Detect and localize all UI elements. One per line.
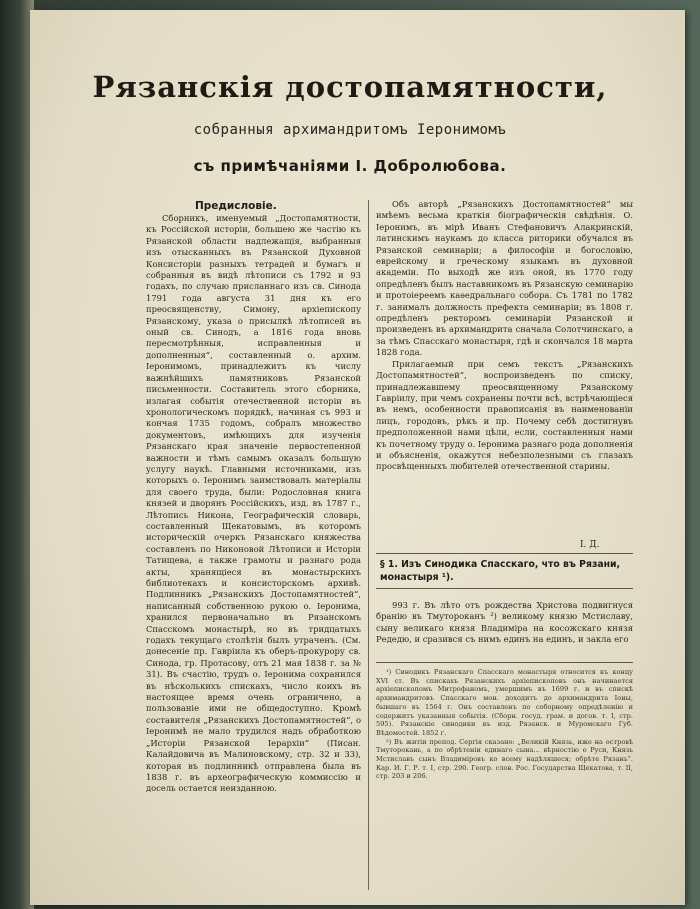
document-subtitle-editor: съ примѣчаніями І. Добролюбова. bbox=[193, 157, 507, 175]
document-subtitle: собранныя архимандритомъ Іеронимомъ bbox=[193, 122, 507, 138]
footnote-rule bbox=[376, 662, 633, 663]
document-title: Рязанскія достопамятности, bbox=[92, 70, 608, 104]
preface-heading: Предисловіе. bbox=[195, 200, 277, 212]
signature: І. Д. bbox=[580, 540, 600, 550]
author-paragraph: Объ авторѣ „Рязанскихъ Достопамятностей“ мы имѣемъ весьма краткія біографическія свѣдѣнія. О. Іеронимъ, въ мірѣ Иванъ Стефановичъ Алакринскій, латинскимъ наукамъ до класса риторики обучался въ Рязанской семинаріи; а философіи и богословію, еврейскому и греческому языкамъ въ духовной академіи. По выходѣ же изъ оной, въ 1770 году опредѣленъ былъ наставникомъ въ Рязанскую семинарію и протоіереемъ каѳедральнаго собора. Съ 1781 по 1782 г. занималъ должность префекта семинаріи; въ 1808 г. опредѣленъ ректоромъ семинаріи Рязанской и произведенъ въ архимандрита сначала Солотчинскаго, а за тѣмъ Спасскаго монастыря, гдѣ и скончался 18 марта 1828 года. bbox=[376, 199, 633, 358]
text-source-paragraph: Прилагаемый при семъ текстъ „Рязанскихъ Достопамятностей“, воспроизведенъ по списку, принадлежавшему преосвященному Рязанскому Гавріилу, при чемъ сохранены почти всѣ, встрѣчающіеся въ немъ, особенности правописанія въ наименованіи лицъ, городовъ, рѣкъ и пр. Почему себѣ достигнувъ предположенной нами цѣли, если, составленныя нами къ почетному труду о. Іеронима разнаго рода дополненія и объясненія, окажутся небезполезными съ глазахъ просвѣщенныхъ любителей отечественной старины. bbox=[376, 358, 633, 472]
section-paragraph: 993 г. Въ лѣто отъ рождества Христова подвигнуся бранію въ Тмутороканъ ²) великому князю Мстиславу, сыну великаго князя Владиміра на косожскаго князя Редедю, и сразився съ нимъ единъ на единъ, и закла его bbox=[376, 600, 633, 645]
footnote-2: ²) Въ житіи препод. Сергія сказано: „Великій Князь, иже на островѣ Тмуторокань, а по обрѣтеніи единаго сына… вѣрностію о Руси, Князь Мстиславъ сынъ Владиміровъ ко всему надѣляшеся; обрѣте Рязань“. Кар. И. Г. Р. т. I, стр. 290. Геогр. слов. Рос. Государства Щекатова, т. II, стр. 203 и 206. bbox=[376, 737, 633, 781]
column-divider bbox=[368, 200, 369, 890]
footnotes bbox=[376, 668, 633, 868]
section-heading: § 1. Изъ Синодика Спасскаго, что въ Рязани, монастыря ¹). bbox=[380, 559, 621, 583]
footnote-1: ¹) Синодикъ Рязанскаго Спасскаго монастыря относится къ концу XVI ст. Въ спискахъ Рязанскихъ архіепископовъ онъ начинается архіепископомъ Митрофаномъ, умершимъ въ 1699 г. и въ спискѣ архимандритовъ Спасскаго мон. доходитъ до архимандрита Іоны, бывшаго въ 1564 г. Онъ составленъ по соборному опредѣленію и содержитъ указанныя событія. (Сборн. госуд. грам. и догов. т. I, стр. 595). Рязанскіе синодики въ изд. Рязанск. и Муромскаго Губ. Вѣдомостей. 1852 г. bbox=[376, 668, 633, 737]
section-rule-bottom bbox=[376, 588, 633, 589]
preface-paragraph: Сборникъ, именуемый „Достопамятности, къ Россійской исторіи, большею же частію къ Рязанской области надлежащія, выбранныя изъ отысканныхъ въ Рязанской Духовной Консисторіи разныхъ тетрадей и бумагъ и собранныя въ видѣ лѣтописи съ 1792 и 93 годахъ, по случаю присланнаго изъ св. Синода 1791 года августа 31 дня къ его преосвященству, Симону, архіепископу Рязанскому, указа о присылкѣ лѣтописей въ оный св. Синодъ, а 1816 года вновь пересмотрѣнныя, исправленныя и дополненныя“, составленный о. архим. Іеронимомъ, принадлежитъ къ числу важнѣйшихъ памятниковъ Рязанской письменности. Составитель этого сборника, излагая событія отечественной исторіи въ хронологическомъ порядкѣ, начиная съ 993 и кончая 1735 годомъ, собралъ множество документовъ, имѣющихъ для изученія Рязанскаго края значеніе первостепенной важности и тѣмъ самымъ оказалъ большую услугу наукѣ. Главными источниками, изъ которыхъ о. Іеронимъ заимствовалъ матеріалы для своего труда, были: Родословная книга князей и дворянъ Россійскихъ, изд. въ 1787 г., Лѣтопись Никона, Географическій словарь, составленный Щекатовымъ, въ которомъ историческій очеркъ Рязанскаго княжества составленъ по Никоновой Лѣтописи и Исторіи Татищева, а также грамоты и разнаго рода акты, хранящіеся въ монастырскихъ библиотекахъ и консисторскомъ архивѣ. Подлинникъ „Рязанскихъ Достопамятностей“, написанный собственною рукою о. Іеронима, хранился первоначально въ Рязанскомъ Спасскомъ монастырѣ, но въ тридцатыхъ годахъ текущаго столѣтія былъ утраченъ. (См. донесеніе пр. Гавріила къ оберъ-прокурору св. Синода, гр. Протасову, отъ 21 мая 1838 г. за № 31). Въ счастію, трудъ о. Іеронима сохранился въ нѣсколькихъ спискахъ, число коихъ въ настоящее время очень ограничено, а пользованіе ими не общедоступно. Кромѣ составителя „Рязанскихъ Достопамятностей“, о Іеронимѣ не мало трудился надъ обработкою „Исторіи Рязанской Іерархіи“ (Писан. Калайдовича въ Малиновскому, стр. 32 и 33), которая въ подлинникѣ отправлена была въ 1838 г. въ археографическую коммиссію и досель остается неизданною. bbox=[146, 213, 361, 794]
right-column bbox=[376, 199, 633, 584]
section-rule-top bbox=[376, 553, 633, 554]
left-column bbox=[146, 213, 361, 863]
section-body bbox=[376, 600, 633, 655]
